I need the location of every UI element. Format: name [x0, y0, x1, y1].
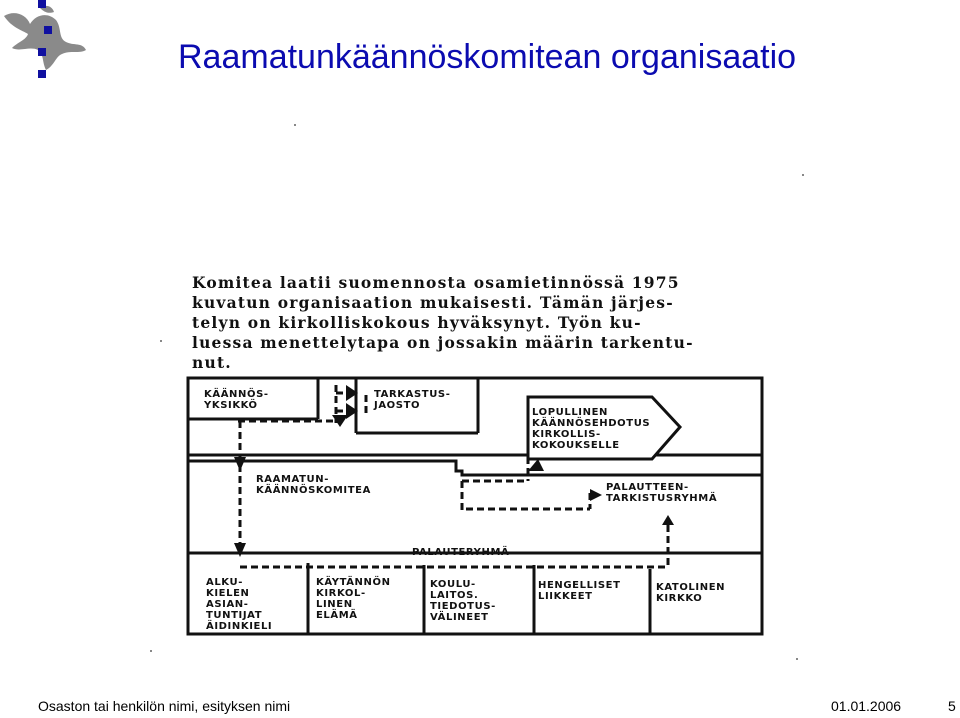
paragraph-line: luessa menettelytapa on jossakin määrin tarkentu- [192, 333, 694, 352]
scan-speck [150, 650, 152, 652]
organization-diagram [186, 375, 766, 637]
tarkastusjaosto-label: TARKASTUS- JAOSTO [374, 389, 451, 411]
footer-page-number: 5 [948, 698, 956, 714]
scan-speck [294, 124, 296, 126]
komitea-label: RAAMATUN- KÄÄNNÖSKOMITEA [256, 474, 371, 496]
paragraph-line: telyn on kirkolliskokous hyväksynyt. Työn ku- [192, 313, 642, 332]
scan-speck [802, 174, 804, 176]
bottom-box-label: KOULU- LAITOS. TIEDOTUS- VÄLINEET [430, 579, 496, 623]
scanned-paragraph [192, 273, 772, 373]
paragraph-line: nut. [192, 353, 232, 372]
bottom-box-label: ALKU- KIELEN ASIAN- TUNTIJAT ÄIDINKIELI [206, 577, 273, 632]
slide-title: Raamatunkäännöskomitean organisaatio [178, 38, 797, 76]
footer-date: 01.01.2006 [831, 698, 902, 714]
bottom-box-label: KÄYTÄNNÖN KIRKOL- LINEN ELÄMÄ [316, 577, 391, 621]
footer-presentation-name: Osaston tai henkilön nimi, esityksen nimi [38, 698, 291, 714]
scan-speck [796, 658, 798, 660]
flame-logo-icon [0, 0, 100, 82]
palauteryhma-label: PALAUTERYHMÄ [412, 547, 510, 558]
scan-speck [160, 340, 162, 342]
paragraph-line: Komitea laatii suomennosta osamietinnössä 1975 [192, 273, 680, 292]
bottom-box-label: KATOLINEN KIRKKO [656, 582, 726, 604]
paragraph-line: kuvatun organisaation mukaisesti. Tämän järjes- [192, 293, 674, 312]
tarkistusryhma-label: PALAUTTEEN- TARKISTUSRYHMÄ [606, 482, 718, 504]
lopullinen-label: LOPULLINEN KÄÄNNÖSEHDOTUS KIRKOLLIS- KOKOUKSELLE [532, 407, 651, 451]
kaannosyksikko-label: KÄÄNNÖS- YKSIKKÖ [204, 389, 269, 411]
bottom-box-label: HENGELLISET LIIKKEET [538, 580, 621, 602]
